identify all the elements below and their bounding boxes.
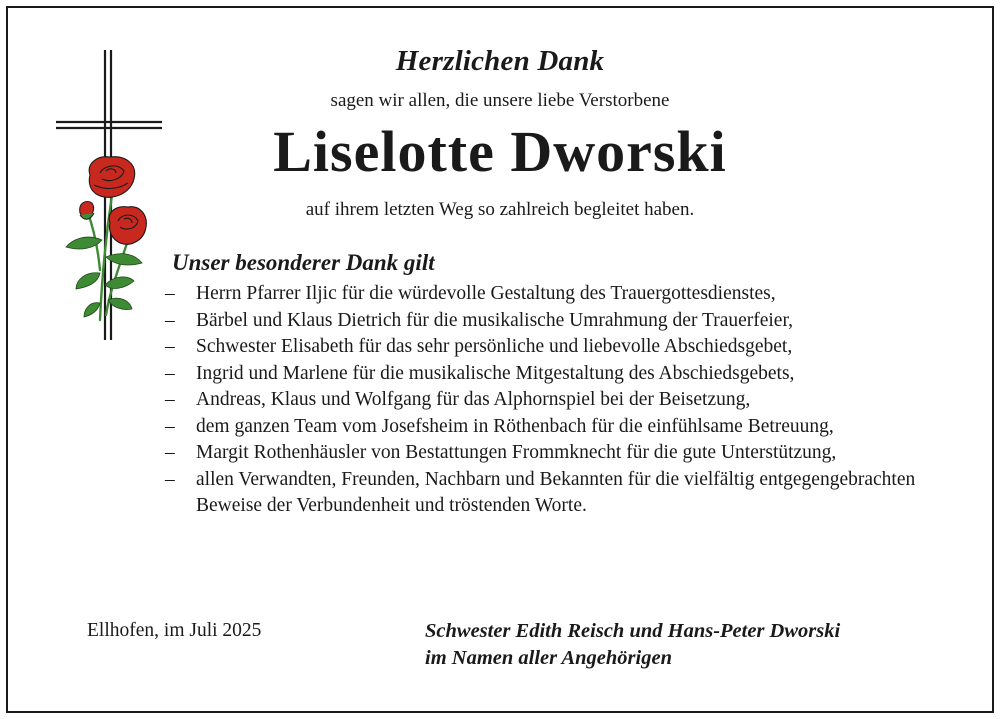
thanks-title: Herzlichen Dank — [395, 45, 605, 77]
signature-line: im Namen aller Angehörigen — [425, 647, 672, 669]
dash-marker: – — [165, 283, 175, 304]
dash-marker: – — [165, 415, 175, 437]
dash-marker: – — [165, 468, 175, 490]
list-item-text: dem ganzen Team vom Josefsheim in Röthenbach für die einfühlsame Betreuung, — [196, 415, 834, 437]
list-item — [165, 414, 925, 441]
list-item — [165, 467, 925, 520]
list-item — [165, 281, 925, 308]
list-item-text: Schwester Elisabeth für das sehr persönliche und liebevolle Abschiedsgebet, — [196, 336, 793, 357]
deceased-name: Liselotte Dworski — [273, 119, 727, 184]
list-item — [165, 308, 925, 335]
signature-block — [425, 618, 840, 672]
list-item — [165, 387, 925, 414]
list-item-text: allen Verwandten, Freunden, Nachbarn und Bekannten für die vielfältig entgegengebrachten Beweise der Verbundenheit und tröstenden Worte. — [196, 468, 916, 516]
place-date: Ellhofen, im Juli 2025 — [87, 620, 262, 641]
dash-marker: – — [165, 336, 175, 357]
list-item — [165, 361, 925, 388]
list-item-text: Ingrid und Marlene für die musikalische Mitgestaltung des Abschiedsgebets, — [196, 362, 795, 384]
list-item — [165, 334, 925, 361]
special-thanks-heading: Unser besonderer Dank gilt — [172, 250, 435, 275]
list-item — [165, 440, 925, 467]
dash-marker: – — [165, 362, 175, 384]
list-item-text: Andreas, Klaus und Wolfgang für das Alphornspiel bei der Beisetzung, — [196, 389, 751, 410]
dash-marker: – — [165, 309, 175, 331]
dash-marker: – — [165, 389, 175, 410]
dash-marker: – — [165, 442, 175, 463]
signature-line: Schwester Edith Reisch und Hans-Peter Dworski — [425, 620, 841, 642]
list-item-text: Margit Rothenhäusler von Bestattungen Frommknecht für die gute Unterstützung, — [196, 442, 837, 463]
thanks-list — [165, 281, 925, 520]
outro-text: auf ihrem letzten Weg so zahlreich begleitet haben. — [305, 199, 695, 220]
list-item-text: Bärbel und Klaus Dietrich für die musikalische Umrahmung der Trauerfeier, — [196, 309, 794, 331]
intro-text: sagen wir allen, die unsere liebe Verstorbene — [330, 90, 670, 111]
list-item-text: Herrn Pfarrer Iljic für die würdevolle Gestaltung des Trauergottesdienstes, — [196, 283, 776, 304]
